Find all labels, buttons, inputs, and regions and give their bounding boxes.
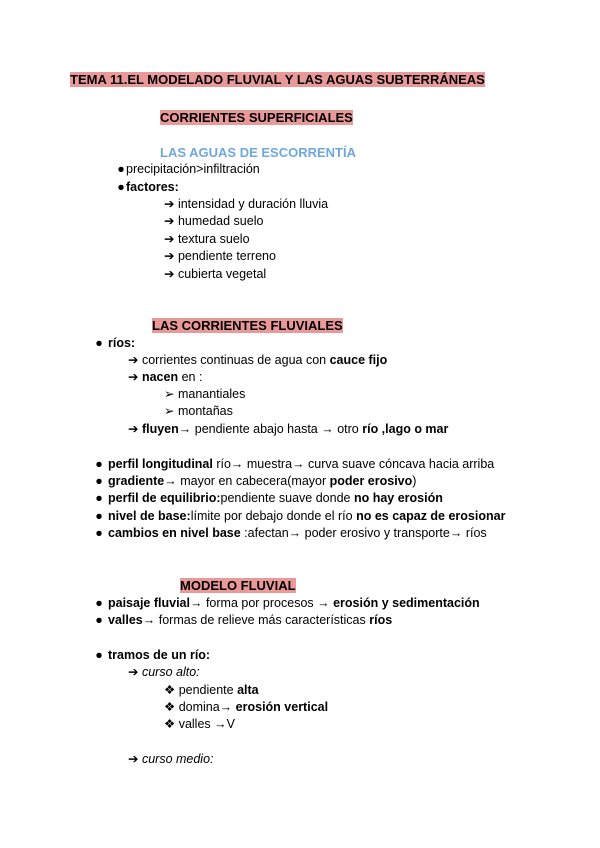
list-item (117, 162, 260, 177)
text-span: :afectan→ poder erosivo y transporte→ ríos (240, 526, 487, 540)
section-heading-block (160, 110, 353, 126)
list-item (164, 700, 328, 715)
bullet-icon: ● (95, 509, 103, 523)
list-item-text: montañas (177, 404, 233, 418)
bullet-icon: ● (95, 596, 103, 610)
list-item-text: manantiales (177, 387, 246, 401)
text-span: corrientes continuas de agua con (141, 353, 330, 367)
text-span: → forma por procesos → (189, 596, 334, 610)
list-item (95, 613, 393, 628)
text-span: en : (178, 370, 203, 384)
bullet-icon: ● (95, 613, 103, 627)
bold-span: río ,lago o mar (362, 422, 449, 436)
list-item (164, 232, 250, 247)
text-span: límite por debajo donde el río (190, 509, 357, 523)
bullet-icon: ● (95, 336, 103, 350)
bold-span: gradiente (108, 474, 165, 488)
list-item (95, 648, 211, 663)
list-item-text: textura suelo (177, 232, 250, 246)
bullet-icon: ● (95, 474, 103, 488)
list-item-text: tramos de un río: (108, 648, 211, 662)
section-heading-corrientes-superficiales: CORRIENTES SUPERFICIALES (160, 110, 353, 125)
list-item (128, 353, 387, 368)
text-span: río→ muestra→ curva suave cóncava hacia arriba (212, 457, 495, 471)
document-title: TEMA 11.EL MODELADO FLUVIAL Y LAS AGUAS SUBTERRÁNEAS (70, 72, 485, 87)
diamond-icon: ❖ (164, 700, 179, 714)
bold-span: cambios en nivel base (108, 526, 241, 540)
list-item-text: valles →V (178, 717, 235, 731)
list-item (128, 370, 202, 385)
list-item (95, 474, 417, 489)
text-span: ) (412, 474, 417, 488)
text-span: → formas de relieve más características (142, 613, 370, 627)
bold-span: erosión vertical (235, 700, 329, 714)
bold-span: valles (108, 613, 143, 627)
arrow-icon: ➔ (164, 197, 178, 211)
arrow-icon: ➔ (128, 422, 142, 436)
bold-span: no es capaz de erosionar (356, 509, 506, 523)
arrowhead-icon: ➢ (164, 387, 178, 401)
section-heading-block (180, 578, 296, 594)
list-item-text: ríos: (108, 336, 136, 350)
bold-span: perfil de equilibrio: (108, 491, 221, 505)
list-item-text: pendiente terreno (177, 249, 276, 263)
arrow-icon: ➔ (164, 232, 178, 246)
arrow-icon: ➔ (128, 353, 142, 367)
text-span: pendiente suave donde (220, 491, 354, 505)
list-item (128, 665, 200, 680)
arrow-icon: ➔ (164, 214, 178, 228)
arrow-icon: ➔ (128, 752, 142, 766)
list-item (95, 491, 443, 506)
list-item-text: cubierta vegetal (177, 267, 267, 281)
bold-span: nivel de base: (108, 509, 191, 523)
bullet-icon: ● (95, 648, 103, 662)
list-item (95, 336, 136, 351)
diamond-icon: ❖ (164, 683, 179, 697)
bold-span: nacen (141, 370, 179, 384)
bold-span: perfil longitudinal (108, 457, 213, 471)
bold-span: ríos (369, 613, 393, 627)
bold-span: poder erosivo (329, 474, 413, 488)
bold-span: erosión y sedimentación (333, 596, 480, 610)
document-title-block (70, 72, 485, 88)
bullet-icon: ● (117, 162, 125, 176)
italic-span: curso medio: (141, 752, 214, 766)
arrow-icon: ➔ (164, 267, 178, 281)
list-item (128, 422, 448, 437)
bullet-icon: ● (95, 526, 103, 540)
bullet-icon: ● (117, 180, 125, 194)
list-item (117, 180, 179, 195)
list-item (128, 752, 214, 767)
text-span: → pendiente abajo hasta → otro (178, 422, 363, 436)
list-item (95, 457, 495, 472)
bullet-icon: ● (95, 457, 103, 471)
bold-span: fluyen (141, 422, 179, 436)
diamond-icon: ❖ (164, 717, 179, 731)
arrowhead-icon: ➢ (164, 404, 178, 418)
section-heading-modelo-fluvial: MODELO FLUVIAL (180, 578, 296, 593)
bold-span: paisaje fluvial (108, 596, 190, 610)
bullet-icon: ● (95, 491, 103, 505)
list-item (164, 717, 235, 732)
list-item (164, 683, 259, 698)
list-item-text: factores: (126, 180, 179, 194)
bold-span: cauce fijo (329, 353, 388, 367)
arrow-icon: ➔ (164, 249, 178, 263)
list-item-text: humedad suelo (177, 214, 264, 228)
arrow-icon: ➔ (128, 370, 142, 384)
arrow-icon: ➔ (128, 665, 142, 679)
bold-span: no hay erosión (353, 491, 443, 505)
text-span: domina→ (178, 700, 236, 714)
subheading-aguas-escorrentia: LAS AGUAS DE ESCORRENTÍA (160, 145, 356, 160)
bold-span: alta (237, 683, 259, 697)
list-item (164, 387, 245, 402)
text-span: pendiente (178, 683, 238, 697)
list-item (164, 214, 263, 229)
list-item (95, 596, 480, 611)
list-item-text: intensidad y duración lluvia (177, 197, 329, 211)
list-item (95, 509, 506, 524)
list-item (164, 404, 233, 419)
section-heading-block (152, 318, 343, 334)
italic-span: curso alto: (141, 665, 200, 679)
list-item (164, 249, 276, 264)
list-item (164, 267, 266, 282)
section-heading-corrientes-fluviales: LAS CORRIENTES FLUVIALES (152, 318, 343, 333)
text-span: → mayor en cabecera(mayor (164, 474, 330, 488)
list-item (95, 526, 487, 541)
list-item-text: precipitación>infiltración (126, 162, 260, 176)
list-item (164, 197, 328, 212)
